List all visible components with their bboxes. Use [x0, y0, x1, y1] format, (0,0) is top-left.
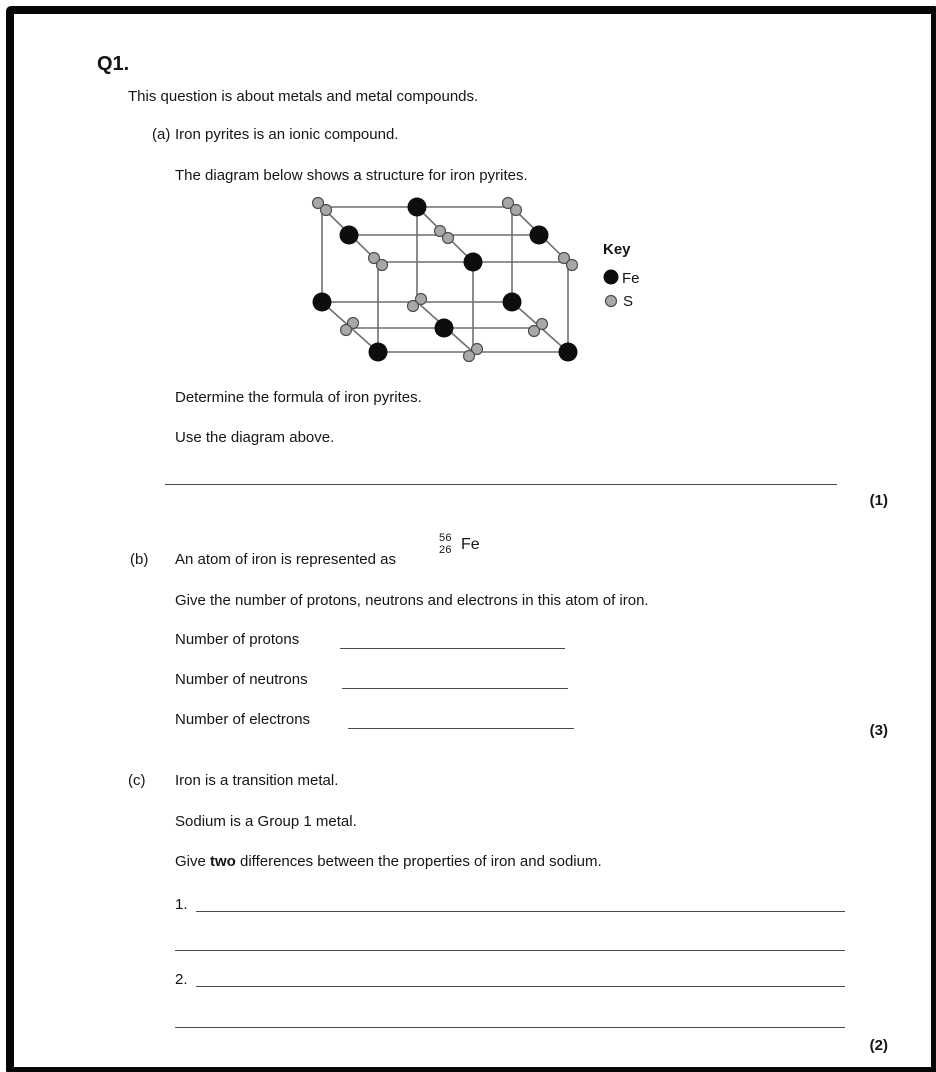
part-a-marks: (1) — [869, 492, 888, 509]
s-atom — [464, 351, 475, 362]
part-c-prompt — [175, 852, 602, 871]
answer-1-line-continued[interactable] — [175, 950, 845, 951]
key-s-label: S — [623, 293, 634, 310]
fe-atom — [464, 253, 483, 272]
part-a-prompt2: Use the diagram above. — [175, 429, 335, 446]
protons-answer-line[interactable] — [340, 648, 565, 649]
answer-2-line[interactable] — [196, 986, 845, 987]
key-title: Key — [603, 241, 631, 258]
part-c-marks: (2) — [869, 1037, 888, 1054]
fe-atom — [340, 226, 359, 245]
iron-pyrites-structure-diagram — [290, 190, 690, 380]
part-b-label: (b) — [130, 551, 149, 568]
fe-atom-icon — [604, 270, 619, 285]
neutrons-field-label: Number of neutrons — [175, 671, 308, 688]
fe-atom — [435, 319, 454, 338]
part-c-prompt-prefix: Give — [175, 853, 211, 870]
part-c-statement1: Iron is a transition metal. — [175, 772, 339, 789]
s-atom — [511, 205, 522, 216]
s-atom — [529, 326, 540, 337]
crystal-lattice — [313, 198, 578, 362]
electrons-answer-line[interactable] — [348, 728, 574, 729]
part-c-prompt-suffix: differences between the properties of iron and sodium. — [235, 853, 602, 870]
fe-atom — [559, 343, 578, 362]
fe-atom — [503, 293, 522, 312]
diagram-key — [603, 241, 640, 310]
part-b-prompt: Give the number of protons, neutrons and electrons in this atom of iron. — [175, 592, 649, 609]
part-c-label: (c) — [128, 772, 146, 789]
electrons-field-label: Number of electrons — [175, 711, 311, 728]
fe-atom — [408, 198, 427, 217]
part-b-statement: An atom of iron is represented as — [175, 551, 396, 568]
part-c-prompt-bold: two — [210, 853, 236, 870]
s-atom-icon — [606, 296, 617, 307]
part-a-label: (a) — [152, 126, 171, 143]
mass-number: 56 — [439, 532, 452, 544]
s-atom — [341, 325, 352, 336]
question-intro: This question is about metals and metal compounds. — [128, 88, 479, 105]
part-a-statement: Iron pyrites is an ionic compound. — [175, 126, 399, 143]
s-atom — [567, 260, 578, 271]
fe-atom — [530, 226, 549, 245]
isotope-numbers — [439, 533, 452, 556]
atomic-number: 26 — [439, 543, 452, 556]
part-a-diagram-intro: The diagram below shows a structure for iron pyrites. — [175, 167, 528, 184]
part-b-marks: (3) — [869, 722, 888, 739]
s-atom — [408, 301, 419, 312]
answer-1-line[interactable] — [196, 911, 845, 912]
fe-atom — [313, 293, 332, 312]
part-a-answer-line[interactable] — [165, 484, 837, 485]
isotope-symbol: Fe — [461, 536, 480, 553]
fe-atom — [369, 343, 388, 362]
s-atom — [443, 233, 454, 244]
answer-2-number: 2. — [175, 971, 188, 988]
answer-2-line-continued[interactable] — [175, 1027, 845, 1028]
key-fe-label: Fe — [622, 270, 640, 287]
question-number: Q1. — [97, 53, 130, 75]
protons-field-label: Number of protons — [175, 631, 300, 648]
s-atom — [377, 260, 388, 271]
part-c-statement2: Sodium is a Group 1 metal. — [175, 813, 357, 830]
part-a-prompt1: Determine the formula of iron pyrites. — [175, 389, 422, 406]
answer-1-number: 1. — [175, 896, 188, 913]
s-atom — [321, 205, 332, 216]
neutrons-answer-line[interactable] — [342, 688, 568, 689]
